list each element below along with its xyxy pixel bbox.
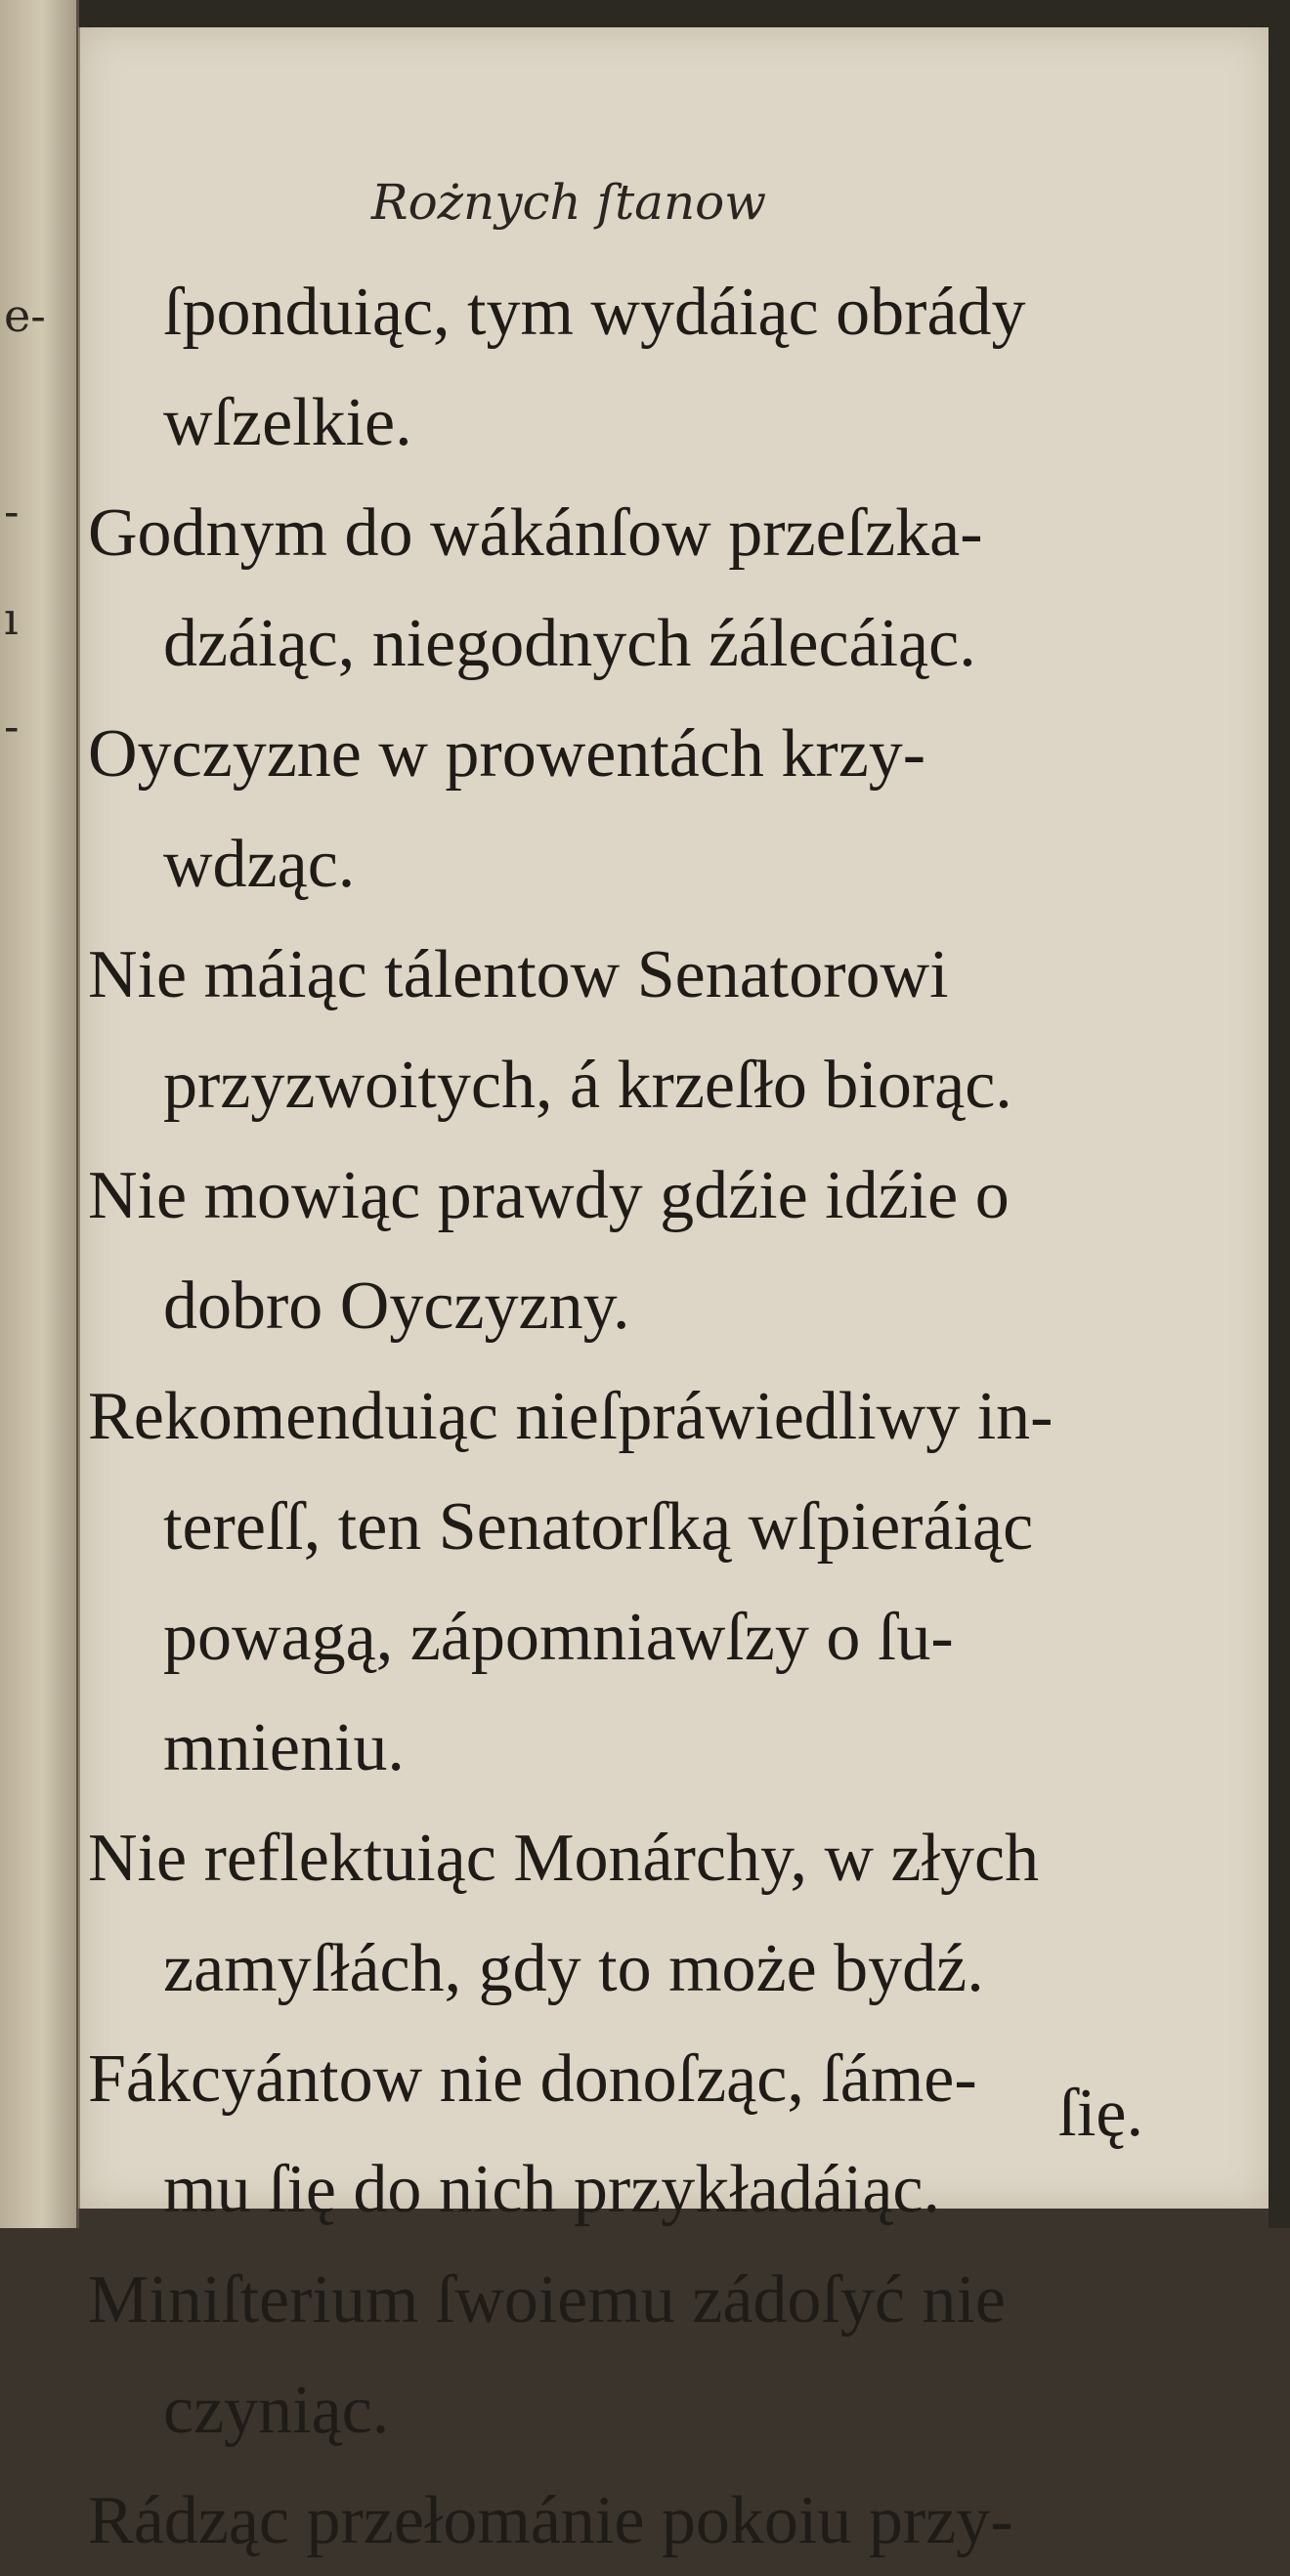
text-line: zamyſłách, gdy to może bydź. bbox=[163, 1931, 984, 2006]
left-page-fragment: ı bbox=[4, 592, 19, 645]
entry-first-line: Rádząc przełománie pokoiu przy- bbox=[88, 2483, 1013, 2558]
text-line: wſzelkie. bbox=[163, 385, 412, 460]
text-line: mu ſię do nich przykładáiąc. bbox=[163, 2152, 940, 2227]
text-line: przyzwoitych, á krzeſło biorąc. bbox=[163, 1048, 1012, 1123]
entry-first-line: Nie reflektuiąc Monárchy, w złych bbox=[88, 1821, 1040, 1896]
entry-first-line: Fákcyántow nie donoſząc, ſáme- bbox=[88, 2041, 977, 2117]
left-page-fragment: - bbox=[4, 485, 20, 537]
right-page bbox=[78, 27, 1270, 2558]
entry-first-line: Rekomenduiąc nieſpráwiedliwy in- bbox=[88, 1379, 1054, 1454]
text-line: tereſſ, ten Senatorſką wſpieráiąc bbox=[163, 1489, 1034, 1565]
entry-first-line: Nie máiąc tálentow Senatorowi bbox=[88, 937, 949, 1012]
text-line: mnieniu. bbox=[163, 1710, 405, 1785]
catchword: ſię. bbox=[1057, 2076, 1143, 2151]
entry-first-line: Nie mowiąc prawdy gdźie idźie o bbox=[88, 1158, 1010, 1233]
running-head: Rożnych ſtanow bbox=[370, 174, 767, 231]
text-line: dzáiąc, niegodnych źálecáiąc. bbox=[163, 606, 976, 681]
entry-first-line: Godnym do wákánſow przeſzka- bbox=[88, 495, 983, 571]
page-body-text bbox=[80, 257, 1263, 2576]
text-line: wdząc. bbox=[163, 827, 356, 902]
scan-right-border bbox=[1268, 0, 1290, 2228]
text-line: ſponduiąc, tym wydáiąc obrády bbox=[163, 275, 1026, 350]
text-line: powagą, zápomniawſzy o ſu- bbox=[163, 1600, 954, 1675]
entry-first-line: Oyczyzne w prowentách krzy- bbox=[88, 716, 926, 792]
left-page-edge bbox=[0, 0, 79, 2228]
scan-top-border bbox=[76, 0, 1290, 29]
left-page-fragment: e- bbox=[4, 289, 46, 342]
entry-first-line: Miniſterium ſwoiemu zádoſyć nie bbox=[88, 2262, 1006, 2338]
left-page-fragment: - bbox=[4, 700, 20, 752]
text-line: dobro Oyczyzny. bbox=[163, 1268, 630, 1344]
text-line: czyniąc. bbox=[163, 2373, 390, 2448]
